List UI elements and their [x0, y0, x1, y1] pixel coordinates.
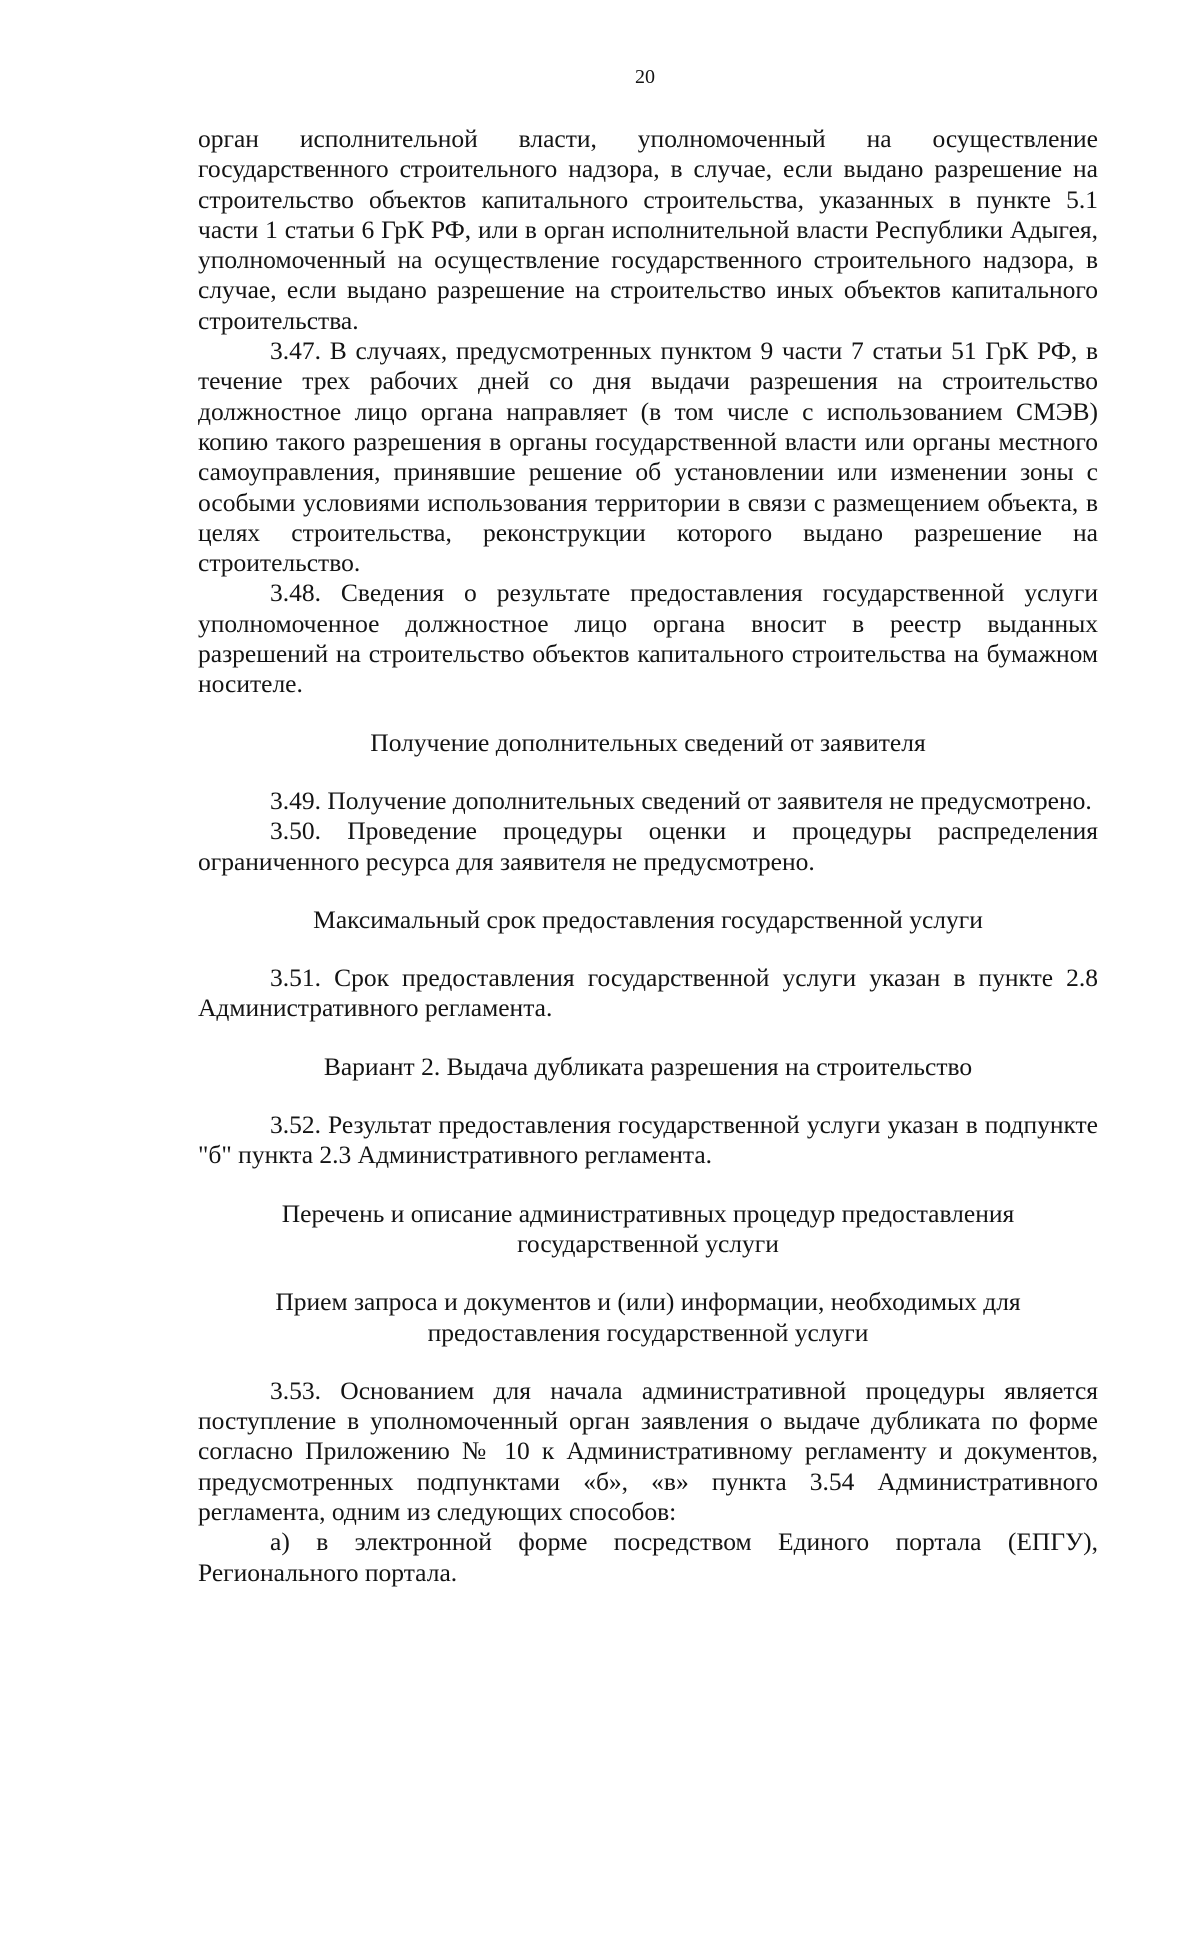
paragraph-3-50: 3.50. Проведение процедуры оценки и процедуры распределения ограниченного ресурса для заявителя не предусмотрено. — [198, 816, 1098, 876]
paragraph-3-48: 3.48. Сведения о результате предоставления государственной услуги уполномоченное должностное лицо органа вносит в реестр выданных разрешений на строительство объектов капитального строительства на бумажном носителе. — [198, 578, 1098, 699]
paragraph-item-a: а) в электронной форме посредством Единого портала (ЕПГУ), Регионального портала. — [198, 1527, 1098, 1587]
paragraph-3-47: 3.47. В случаях, предусмотренных пунктом 9 части 7 статьи 51 ГрК РФ, в течение трех рабочих дней со дня выдачи разрешения на строительство должностное лицо органа направляет (в том числе с использованием СМЭВ) копию такого разрешения в органы государственной власти или органы местного самоуправления, принявшие решение об установлении или изменении зоны с особыми условиями использования территории в связи с размещением объекта, в целях строительства, реконструкции которого выдано разрешение на строительство. — [198, 336, 1098, 578]
paragraph-3-51: 3.51. Срок предоставления государственной услуги указан в пункте 2.8 Административного регламента. — [198, 963, 1098, 1023]
paragraph-continuation: орган исполнительной власти, уполномоченный на осуществление государственного строительного надзора, в случае, если выдано разрешение на строительство объектов капитального строительства, указанных в пункте 5.1 части 1 статьи 6 ГрК РФ, или в орган исполнительной власти Республики Адыгея, уполномоченный на осуществление государственного строительного надзора, в случае, если выдано разрешение на строительство иных объектов капитального строительства. — [198, 124, 1098, 335]
section-heading-variant-2: Вариант 2. Выдача дубликата разрешения на строительство — [323, 1051, 973, 1081]
paragraph-3-53: 3.53. Основанием для начала административной процедуры является поступление в уполномоченный орган заявления о выдаче дубликата по форме согласно Приложению № 10 к Административному регламенту и документов, предусмотренных подпунктами «б», «в» пункта 3.54 Административного регламента, одним из следующих способов: — [198, 1375, 1098, 1526]
section-heading-line: предоставления государственной услуги — [427, 1317, 869, 1347]
page-number: 20 — [635, 66, 655, 88]
paragraph-3-49: 3.49. Получение дополнительных сведений от заявителя не предусмотрено. — [270, 785, 1092, 815]
section-heading-line: государственной услуги — [517, 1228, 779, 1258]
section-heading-procedures — [198, 1199, 1098, 1260]
section-heading-line: Прием запроса и документов и (или) информации, необходимых для — [275, 1287, 1021, 1317]
document-body — [198, 124, 1098, 1588]
section-heading-additional-info: Получение дополнительных сведений от заявителя — [370, 727, 926, 757]
section-heading-line: Перечень и описание административных процедур предоставления — [281, 1198, 1015, 1228]
section-heading-reception — [198, 1287, 1098, 1348]
section-heading-max-term: Максимальный срок предоставления государственной услуги — [313, 904, 983, 934]
paragraph-3-52: 3.52. Результат предоставления государственной услуги указан в подпункте "б" пункта 2.3 Административного регламента. — [198, 1110, 1098, 1170]
